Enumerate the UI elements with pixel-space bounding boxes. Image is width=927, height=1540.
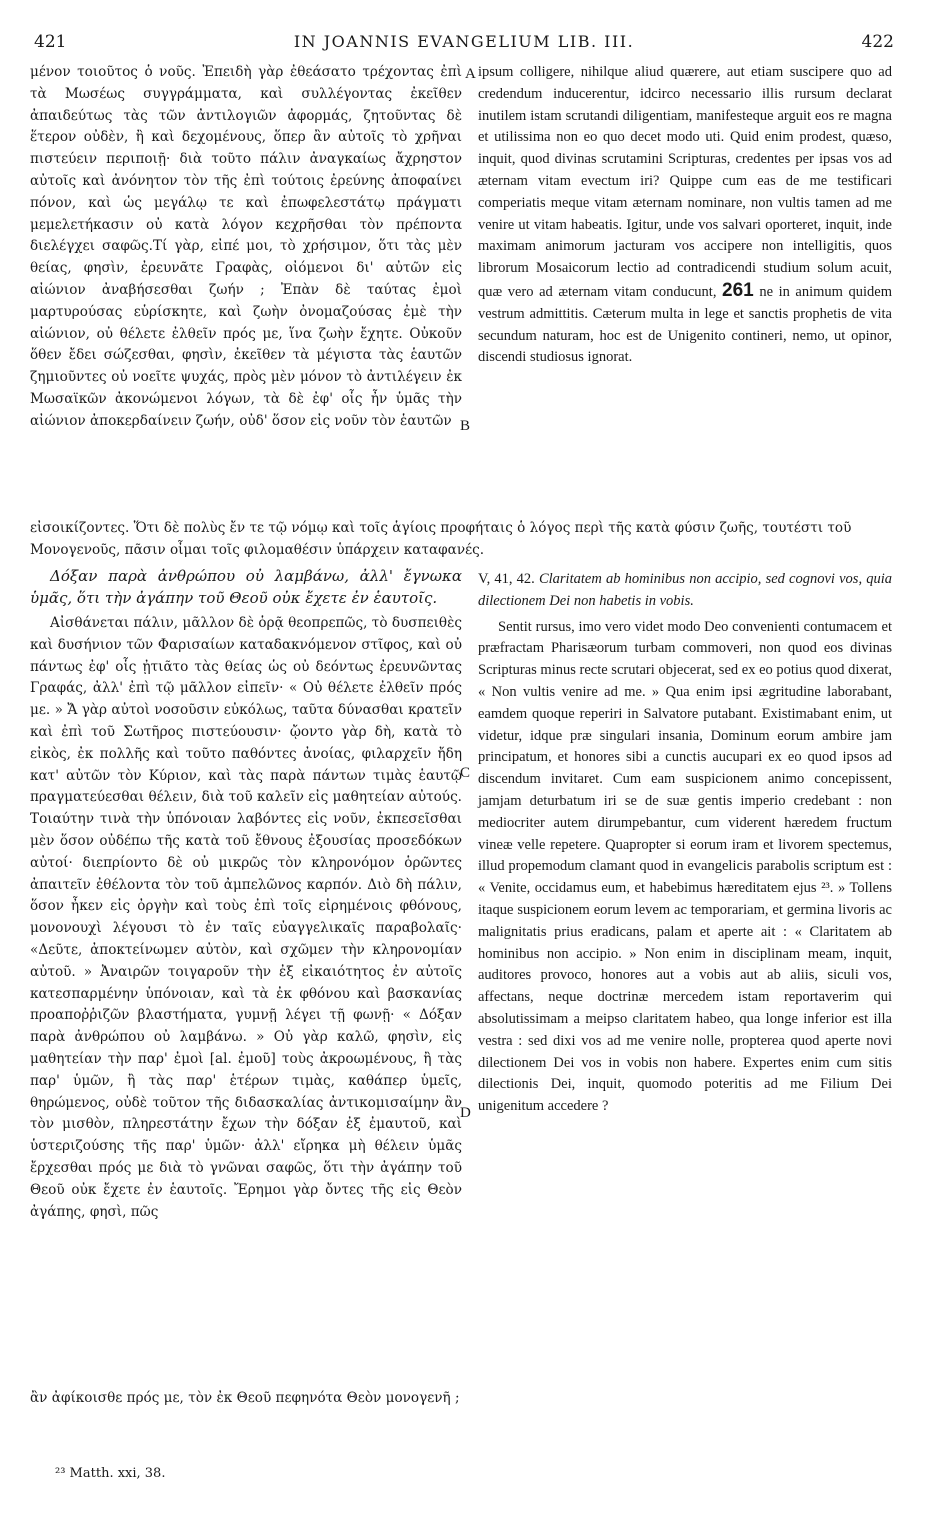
footnote: ²³ Matth. xxi, 38. [55,1466,166,1481]
margin-marker-d: D [460,1105,471,1121]
page-number-right: 422 [861,32,894,52]
greek-lemma: Δόξαν παρὰ ἀνθρώπου οὐ λαμβάνω, ἀλλ' ἔγνωκα ὑμᾶς, ὅτι τὴν ἀγάπην τοῦ Θεοῦ οὐκ ἔχετε ἐν ἑαυτοῖς. [30,567,462,607]
greek-column-lower [30,563,462,1223]
latin-lemma: V, 41, 42. Claritatem ab hominibus non accipio, sed cognovi vos, quia dilectionem Dei non habetis in vobis. [478,571,893,609]
latin-column-lower [478,563,892,1118]
margin-marker-b: B [460,418,471,434]
running-title: IN JOANNIS EVANGELIUM LIB. III. [293,32,635,51]
greek-bridge-line-2: ἂν ἀφίκοισθε πρός με, τὸν ἐκ Θεοῦ πεφηνότα Θεὸν μονογενῆ ; [30,1390,460,1406]
greek-column [30,62,462,433]
greek-bridge-line-1: εἰσοικίζοντες. Ὅτι δὲ πολὺς ἔν τε τῷ νόμῳ καὶ τοῖς ἁγίοις προφήταις ὁ λόγος περὶ τῆς κατὰ φύσιν ζωῆς, τουτέστι τοῦ Μονογενοῦς, πᾶσιν οἶμαι τοῖς φιλομαθέσιν ὑπάρχειν καταφανές. [30,520,852,558]
greek-paragraph-2: Αἰσθάνεται πάλιν, μᾶλλον δὲ ὁρᾷ θεοπρεπῶς, τὸ δυσπειθὲς καὶ δυσήνιον τῶν Φαρισαίων καταδακνόμενον στῖφος, καὶ οὐ πάντως ἐφ' οἷς ᾐτιᾶτο τὰς θείας ὡς οὐ δεόντως ἐρευνῶντας Γραφάς, ἀλλ' ἐπὶ τῷ μᾶλλον εἰπεῖν· « Οὐ θέλετε ἐλθεῖν πρός με. » Ἄ γὰρ αὐτοὶ νοσοῦσιν εὐκόλως, ταῦτα δύνασθαι κρατεῖν καὶ ἐπὶ τοῦ Σωτῆρος πιστεύουσιν· ᾤοντο γὰρ δὴ, κατὰ τὸ εἰκὸς, ἐκ πολλῆς καὶ τοῦτο παθόντες ἀνοίας, φιλαρχεῖν ἤδη κατ' αὐτῶν τὸν Κύριον, καὶ τὰς παρὰ πάντων τιμὰς ἑαυτῷ πραγματεύεσθαι θέλειν, διὰ τοῦ καλεῖν εἰς μαθητείαν αὐτούς. Τοιαύτην τινὰ τὴν ὑπόνοιαν λαβόντες εἰς νοῦν, ἐκπεσεῖσθαι μὲν ὅσον οὐδέπω τῆς κατὰ τοῦ ἔθνους ἐξουσίας προσεδόκων αὐτοί· διεπρίοντο δὲ οὐ μικρῶς τὸν κληρονόμον ὁρῶντες ἀπαιτεῖν ἐθέλοντα τὸν τοῦ ἀμπελῶνος καρπόν. Διὸ δὴ πάλιν, ὅσον ἦκεν εἰς ὀργὴν καὶ τοὺς ἐπὶ τοῖς εἰρημένοις φθόνους, μονονουχὶ λέγουσι τὸ ἐν ταῖς εὐαγγελικαῖς παραβολαῖς· «Δεῦτε, ἀποκτείνωμεν αὐτὸν, καὶ σχῶμεν τὴν κληρονομίαν αὐτοῦ. » Ἀναιρῶν τοιγαροῦν τὴν ἐξ εἰκαιότητος ἐν αὐτοῖς κατεσπαρμένην ὑπόνοιαν, καὶ τὰ ἐκ φθόνου καὶ βασκανίας προαποῤῥιζῶν βλαστήματα, γυμνῇ λέγει τῇ φωνῇ· « Δόξαν παρὰ ἀνθρώπου οὐ λαμβάνω. » Οὐ γὰρ καλῶ, φησὶν, εἰς μαθητείαν τὴν παρ' ἐμοὶ [al. ἐμοῦ] τοὺς ἀκροωμένους, ἢ τὰς παρ' ὑμῶν, ἢ τὰς παρ' ἑτέρων τιμὰς, καθάπερ ὑμεῖς, θηρώμενος, οὐδὲ τοῦτον τῆς διδασκαλίας ἀντικομισαίμην ἂν τὸν μισθὸν, πληρεστάτην ἔχων τὴν δόξαν ἐξ ἐμαυτοῦ, καὶ ὑστεριζούσης τῆς παρ' ὑμῶν· ἀλλ' εἴρηκα μὴ θέλειν ὑμᾶς ἔρχεσθαι πρός με διὰ τὸ γνῶναι σαφῶς, ὅτι τὴν ἀγάπην τοῦ Θεοῦ οὐκ ἔχετε ἐν ἑαυτοῖς. Ἔρημοι γὰρ ὄντες τῆς εἰς Θεὸν ἀγάπης, φησὶ, πῶς [30,615,462,1220]
latin-paragraph-2: Sentit rursus, imo vero videt modo Deo convenienti contumacem et præfractam Pharisæorum turbam commoveri, non quod eos divinas Scripturas minus recte scrutari objecerat, sed ex eo potius quod dixerat, « Non vultis venire ad me. » Qua enim ipsi ægritudine laborabant, eamdem quoque reperiri in Salvatore putabant. Existimabant enim, ut videtur, idque præ singulari insania, Dominum eorum ambire jam principatum, et honores sibi a cunctis aucupari ex eo quod ipsos ad discendum invitaret. Cum eam suspicionem animo concepissent, jamjam deturbatum iri se de suæ gentis imperio credebant : non mediocriter autem dirumpebantur, cum viderent hæredem fructum vineæ velle repetere. Quapropter si eorum iram et livorem spectemus, illud propemodum clamant quod in evangelicis parabolis scriptum est : « Venite, occidamus eum, et habebimus hæreditatem ejus ²³. » Tollens itaque suspicionem eorum levem ac temporariam, et germina livoris ac malignitatis prius eradicans, palam et aperte ait : « Claritatem ab hominibus non accipio. » Non enim in disciplinam meam, inquit, auditores provoco, honores aut a vobis aut ab aliis, siculi vos, affectans, neque doctrinæ mercedem istam reportaverim qui absolutissimam a meipso claritatem habeo, qua longe inferior est illa vestra : sed dixi vos ad me venire nolle, propterea quod aperte novi dilectionem Dei vos in vobis non habere. Expertes enim cum sitis dilectionis Dei, inquit, quomodo poteritis ad me Filium Dei unigenitum accedere ? [478,618,892,1115]
margin-marker-a: A [465,66,476,82]
page-break-marker: 261 [722,279,754,301]
page-header [34,32,894,60]
greek-paragraph-1: μένον τοιοῦτος ὁ νοῦς. Ἐπειδὴ γὰρ ἐθεάσατο τρέχοντας ἐπὶ τὰ Μωσέως συγγράμματα, καὶ συλλέγοντας ἐκεῖθεν ἀπαιδεύτως τὰς τῶν ἀντιλογιῶν ἀφορμάς, ζητοῦντας δὲ ἕτερον οὐδὲν, ἢ καὶ δεχομένους, ὅπερ ἂν αὐτοῖς τὸ χρῆναι πιστεύειν περιποιῇ· διὰ τοῦτο πάλιν ἀναγκαίως ἄχρηστον αὐτοῖς καὶ ἀνόνητον τὸν τῆς ἐπὶ τούτοις ἐρεύνης ἀποφαίνει πόνον, καὶ ὡς μεγάλῳ τε καὶ ἐπωφελεστάτῳ πράγματι μεμελετήκασιν οὐ κατὰ λόγον κεχρῆσθαι τὸν πρέποντα διελέγχει σαφῶς.Τί γὰρ, εἰπέ μοι, τὸ χρήσιμον, ὅτι τὰς μὲν θείας, φησὶν, ἐρευνᾶτε Γραφὰς, οἰόμενοι δι' αὐτῶν εἰς αἰώνιον ἀναβήσεσθαι ζωήν ; Ἐπὰν δὲ ταύτας ἐμοὶ μαρτυρούσας εὑρίσκητε, καὶ ζωὴν ὀνομαζούσας ἐμὲ τὴν αἰώνιον, οὐ θέλετε ἐλθεῖν πρός με, ἵνα ζωὴν ἔχητε. Οὐκοῦν ὅθεν ἔδει σώζεσθαι, φησὶν, ἐκεῖθεν τὰ μέγιστα τὰς ἑαυτῶν ζημιοῦντες οὐ νοεῖτε ψυχάς, πρὸς μὲν μόνον τὸ ἀντιλέγειν ἐκ Μωσαϊκῶν ἀκονώμενοι λόγων, τὰ δὲ ἐφ' οἷς ἦν ὑμᾶς τὴν αἰώνιον ἀποκερδαίνειν ζωήν, οὐδ' ὅσον εἰς νοῦν τὸν ἑαυτῶν [30,64,462,429]
page-number-left: 421 [34,32,67,52]
margin-marker-c: C [460,765,471,781]
latin-paragraph-1: ipsum colligere, nihilque aliud quærere, aut etiam suscipere quo ad credendum inducerentur, idcirco necessario illis rursum declarat inutilem istam scrutandi diligentiam, manifesteque arguit eos re magna et utilissima non eo quo decet modo uti. Quid enim prodest, quæso, inquit, quod divinas scrutamini Scripturas, credentes per ipsas vos ad æternam vitam evectum iri? Quippe cum eas de me testificari comperiatis meque vitam æternam nominare, non vultis tamen ad me venire ut vitam habeatis. Igitur, unde vos salvari oporteret, inquit, inde maximam animorum jacturam vos accipere non intelligitis, quos librorum Mosaicorum lectio ad contradicendi studium solum acuit, quæ vero ad æternam vitam conducunt, 261 ne in animum quidem vestrum admittitis. Cæterum multa in lege et sanctis prophetis de vita secundum naturam, hoc est de Unigenito contineri, nemo, ut opinor, discendi studiosus ignorat. [478,64,893,366]
latin-column [478,62,892,369]
